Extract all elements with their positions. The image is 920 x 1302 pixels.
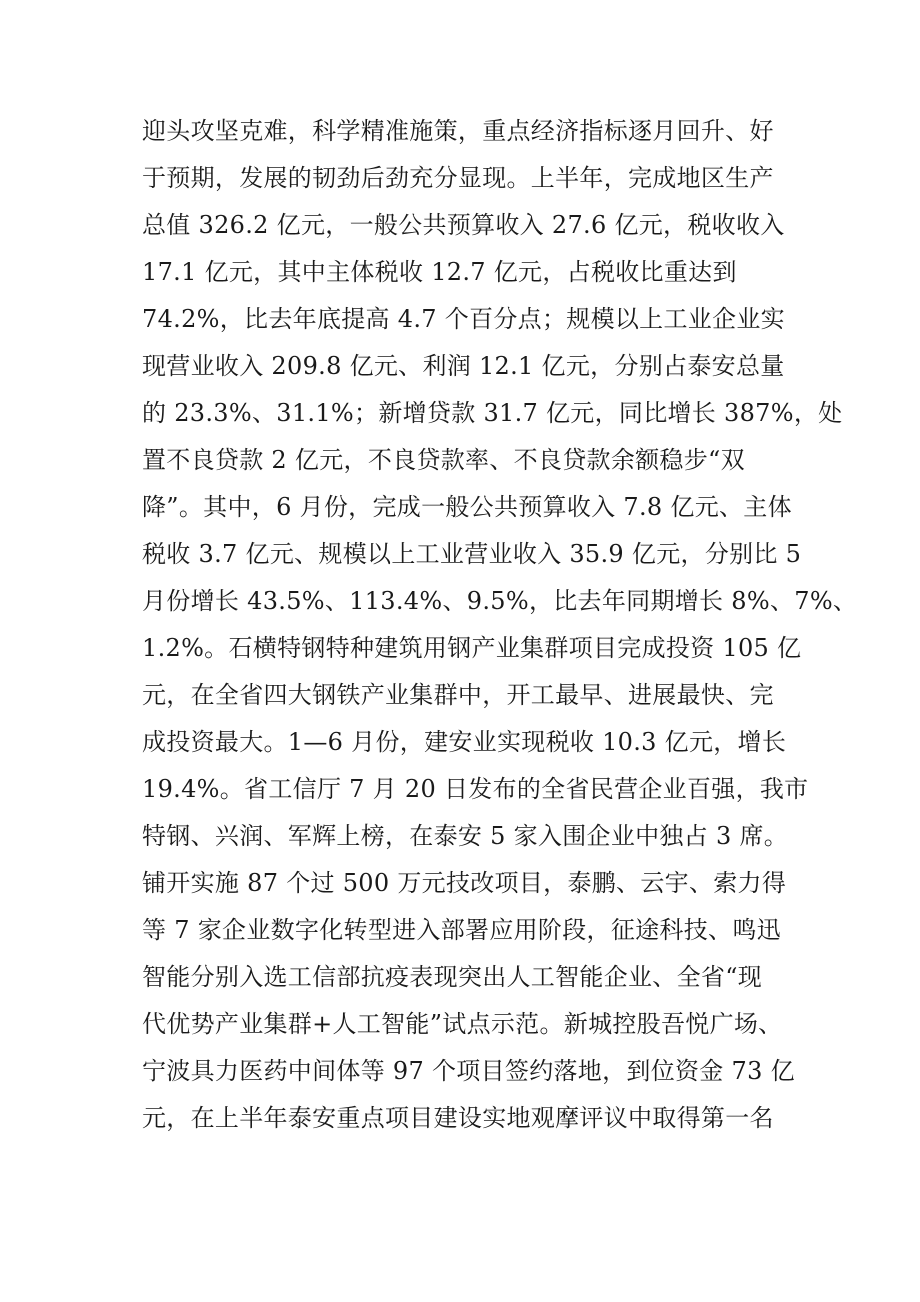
paragraph-line: 智能分别入选工信部抗疫表现突出人工智能企业、全省“现 — [142, 963, 763, 991]
paragraph-line: 17.1 亿元，其中主体税收 12.7 亿元，占税收比重达到 — [142, 258, 737, 286]
paragraph-line: 税收 3.7 亿元、规模以上工业营业收入 35.9 亿元，分别比 5 — [142, 540, 802, 568]
paragraph-line: 1.2%。石横特钢特种建筑用钢产业集群项目完成投资 105 亿 — [142, 634, 802, 662]
paragraph-line: 74.2%，比去年底提高 4.7 个百分点；规模以上工业企业实 — [142, 305, 785, 333]
paragraph-line: 成投资最大。1—6 月份，建安业实现税收 10.3 亿元，增长 — [142, 728, 787, 756]
paragraph-line: 的 23.3%、31.1%；新增贷款 31.7 亿元，同比增长 387%，处 — [142, 399, 843, 427]
paragraph-line: 总值 326.2 亿元，一般公共预算收入 27.6 亿元，税收收入 — [142, 211, 785, 239]
paragraph-line: 元，在全省四大钢铁产业集群中，开工最早、进展最快、完 — [142, 681, 774, 709]
paragraph-line: 铺开实施 87 个过 500 万元技改项目，泰鹏、云宇、索力得 — [142, 869, 787, 897]
paragraph-line: 现营业收入 209.8 亿元、利润 12.1 亿元，分别占泰安总量 — [142, 352, 785, 380]
paragraph-line: 19.4%。省工信厅 7 月 20 日发布的全省民营企业百强，我市 — [142, 775, 809, 803]
paragraph-line: 宁波具力医药中间体等 97 个项目签约落地，到位资金 73 亿 — [142, 1057, 795, 1085]
paragraph-line: 于预期，发展的韧劲后劲充分显现。上半年，完成地区生产 — [142, 164, 774, 192]
paragraph-line: 特钢、兴润、军辉上榜，在泰安 5 家入围企业中独占 3 席。 — [142, 822, 789, 850]
paragraph-line: 等 7 家企业数字化转型进入部署应用阶段，征途科技、鸣迅 — [142, 916, 781, 944]
paragraph-line: 降”。其中，6 月份，完成一般公共预算收入 7.8 亿元、主体 — [142, 493, 792, 521]
paragraph-line: 月份增长 43.5%、113.4%、9.5%，比去年同期增长 8%、7%、 — [142, 587, 858, 615]
paragraph-line: 元，在上半年泰安重点项目建设实地观摩评议中取得第一名 — [142, 1104, 774, 1132]
paragraph-line: 代优势产业集群+人工智能”试点示范。新城控股吾悦广场、 — [142, 1010, 783, 1038]
document-body — [142, 108, 858, 1142]
paragraph-line: 置不良贷款 2 亿元，不良贷款率、不良贷款余额稳步“双 — [142, 446, 745, 474]
paragraph-line: 迎头攻坚克难，科学精准施策，重点经济指标逐月回升、好 — [142, 117, 774, 145]
